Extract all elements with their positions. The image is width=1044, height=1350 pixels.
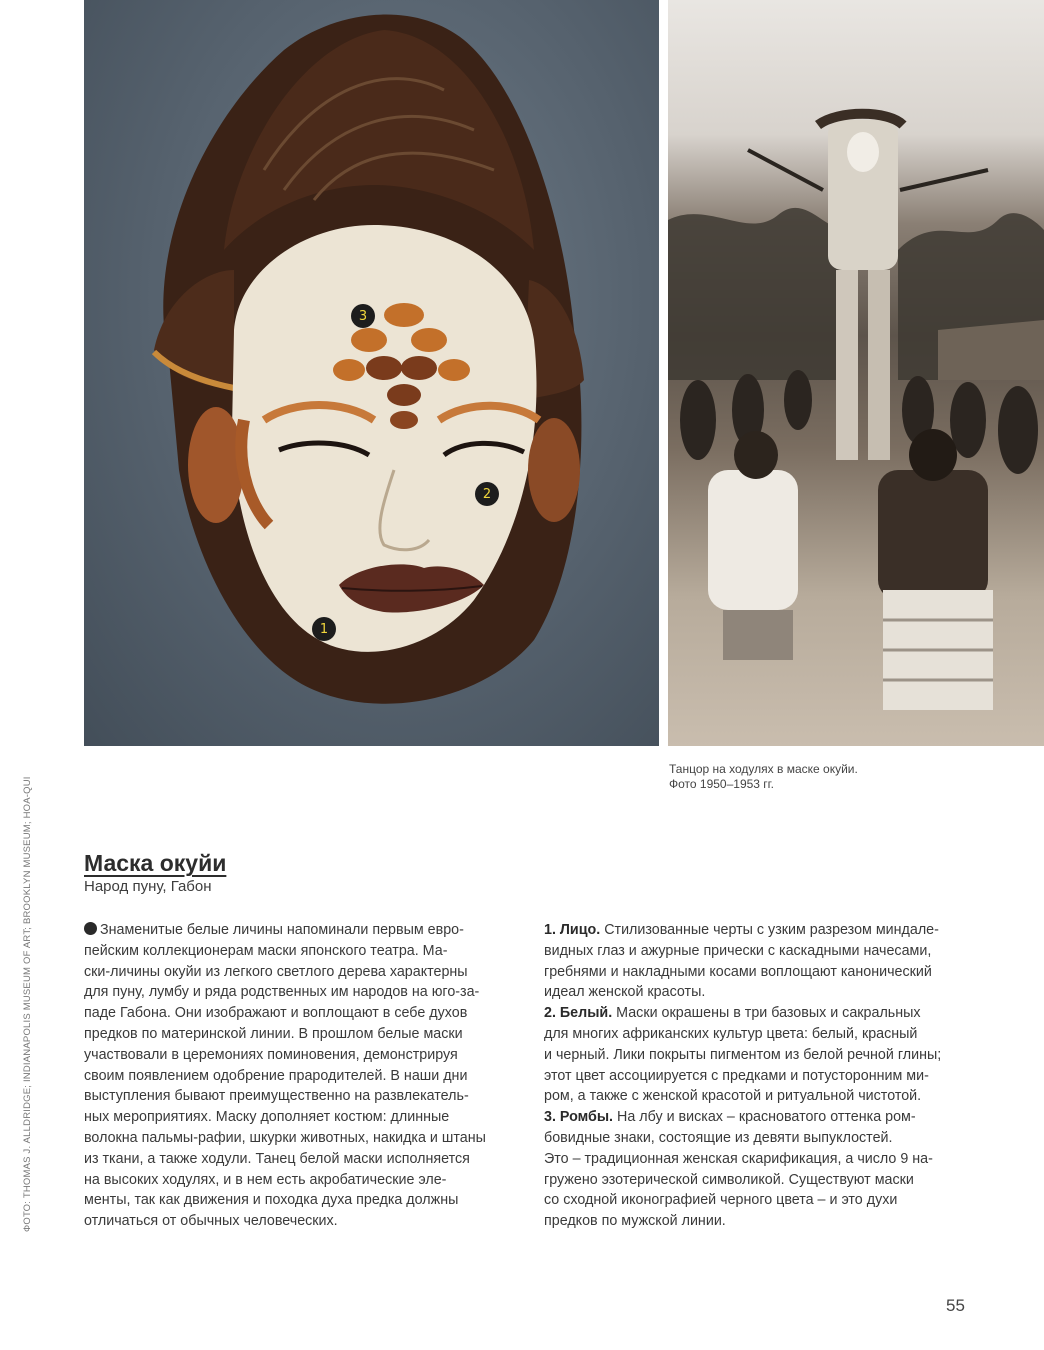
- text-line: пейским коллекционерам маски японского театра. Ма-: [84, 942, 448, 959]
- text-line: 1. Лицо. Стилизованные черты с узким разрезом миндале-: [544, 922, 939, 938]
- text-line: 3. Ромбы. На лбу и висках – красноватого оттенка ром-: [544, 1109, 916, 1126]
- text-line: предков по мужской линии.: [544, 1213, 726, 1230]
- okuyi-mask-illustration: [84, 0, 659, 746]
- text-line: и черный. Лики покрыты пигментом из белой речной глины;: [544, 1046, 942, 1063]
- text-line: на высоких ходулях, и в нем есть акробатические эле-: [84, 1171, 447, 1188]
- text-line: Это – традиционная женская скарификация, а число 9 на-: [544, 1150, 933, 1167]
- photo-caption: [669, 762, 1009, 792]
- text-line: видных глаз и ажурные прически с каскадными начесами,: [544, 942, 932, 959]
- text-line: менты, так как движения и походка духа предка должны: [84, 1192, 459, 1209]
- text-line: своим появлением одобрение прародителей. В наши дни: [84, 1067, 468, 1084]
- caption-line: Танцор на ходулях в маске окуйи.: [669, 762, 858, 776]
- text-line: из ткани, а также ходули. Танец белой маски исполняется: [84, 1150, 470, 1167]
- dancer-photo: [668, 0, 1044, 746]
- marker-2: 2: [475, 482, 499, 506]
- right-column: [544, 920, 964, 1232]
- left-column: [84, 920, 514, 1232]
- caption-line: Фото 1950–1953 гг.: [669, 777, 774, 791]
- text-line: 2. Белый. Маски окрашены в три базовых и сакральных: [544, 1005, 921, 1022]
- text-line: отличаться от обычных человеческих.: [84, 1213, 338, 1230]
- text-line: гружено эзотерической символикой. Существуют маски: [544, 1171, 914, 1188]
- text-line: участвовали в церемониях поминовения, демонстрируя: [84, 1046, 458, 1063]
- text-line: для пуну, лумбу и ряда родственных им народов на юго-за-: [84, 984, 480, 1001]
- item-label: 1. Лицо.: [544, 922, 601, 938]
- text-line: со сходной иконографией черного цвета – и это духи: [544, 1192, 898, 1209]
- item-label: 2. Белый.: [544, 1005, 613, 1022]
- photo-credit: ФОТО: THOMAS J. ALLDRIDGE; INDIANAPOLIS MUSEUM OF ART; BROOKLYN MUSEUM; HOA-QUI: [22, 776, 33, 1232]
- text-line: выступления бывают преимущественно на развлекатель-: [84, 1088, 469, 1105]
- text-line: гребнями и накладными косами воплощают канонический: [544, 963, 932, 980]
- text-line: для многих африканских культур цвета: белый, красный: [544, 1025, 918, 1042]
- text-line: ных мероприятиях. Маску дополняет костюм: длинные: [84, 1109, 450, 1126]
- item-label: 3. Ромбы.: [544, 1109, 614, 1126]
- bullet-icon: [84, 922, 97, 935]
- text-line: предков по материнской линии. В прошлом белые маски: [84, 1025, 463, 1042]
- stilt-dancer-illustration: [668, 0, 1044, 746]
- text-line: бовидные знаки, состоящие из девяти выпуклостей.: [544, 1129, 893, 1146]
- article-subtitle: Народ пуну, Габон: [84, 878, 212, 895]
- article-title: Маска окуйи: [84, 850, 227, 876]
- marker-1: 1: [312, 617, 336, 641]
- text-line: Знаменитые белые личины напоминали первым евро-: [84, 920, 514, 941]
- text-line: ски-личины окуйи из легкого светлого дерева характерны: [84, 963, 468, 980]
- text-line: этот цвет ассоциируется с предками и потусторонним ми-: [544, 1067, 929, 1084]
- text-line: паде Габона. Они изображают и воплощают в себе духов: [84, 1005, 468, 1022]
- text-line: ром, а также с женской красотой и ритуальной чистотой.: [544, 1088, 922, 1105]
- marker-3: 3: [351, 304, 375, 328]
- mask-photo: [84, 0, 659, 746]
- text-line: волокна пальмы-рафии, шкурки животных, накидка и штаны: [84, 1129, 486, 1146]
- page-number: 55: [946, 1296, 965, 1315]
- text-line: идеал женской красоты.: [544, 984, 706, 1001]
